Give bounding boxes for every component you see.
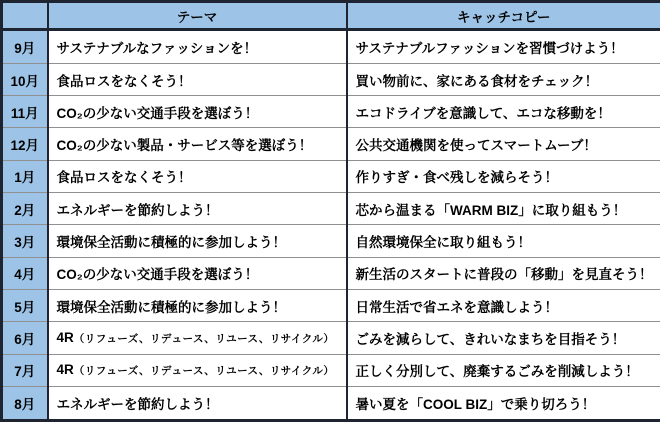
month-cell: 1月: [2, 160, 48, 192]
theme-text: サステナブルなファッションを！: [56, 40, 258, 56]
theme-text: 環境保全活動に積極的に参加しよう！: [56, 235, 286, 251]
month-cell: 10月: [2, 63, 48, 95]
copy-cell: エコドライブを意識して、エコな移動を！: [347, 96, 660, 128]
theme-cell: [48, 322, 347, 354]
month-cell: 9月: [2, 30, 48, 64]
table-row: [2, 354, 660, 386]
theme-text: エネルギーを節約しよう！: [56, 396, 219, 412]
copy-cell: 作りすぎ・食べ残しを減らそう！: [347, 160, 660, 192]
table-row: [2, 96, 660, 128]
month-cell: 4月: [2, 257, 48, 289]
theme-note-text: （リフューズ、リデュース、リユース、リサイクル）: [73, 365, 335, 378]
copy-cell: ごみを減らして、きれいなまちを目指そう！: [347, 322, 660, 354]
theme-cell: [48, 257, 347, 289]
theme-text: 4R: [56, 330, 74, 346]
theme-cell: [48, 290, 347, 322]
copy-cell: 自然環境保全に取り組もう！: [347, 225, 660, 257]
theme-text: エネルギーを節約しよう！: [56, 202, 219, 218]
table-header: [2, 2, 660, 30]
theme-cell: [48, 63, 347, 95]
table-body: [2, 30, 660, 421]
month-cell: 7月: [2, 354, 48, 386]
header-month-cell: [2, 2, 48, 30]
theme-note-text: （リフューズ、リデュース、リユース、リサイクル）: [73, 333, 335, 346]
table-row: [2, 30, 660, 64]
copy-cell: 日常生活で省エネを意識しよう！: [347, 290, 660, 322]
table-row: [2, 290, 660, 322]
table-row: [2, 322, 660, 354]
theme-cell: [48, 354, 347, 386]
copy-cell: 公共交通機関を使ってスマートムーブ！: [347, 128, 660, 160]
table-row: [2, 160, 660, 192]
table-row: [2, 193, 660, 225]
month-cell: 8月: [2, 386, 48, 420]
theme-cell: [48, 128, 347, 160]
theme-text: CO₂の少ない交通手段を選ぼう！: [56, 267, 259, 283]
header-copy-cell: キャッチコピー: [347, 2, 660, 30]
copy-cell: 買い物前に、家にある食材をチェック！: [347, 63, 660, 95]
theme-cell: [48, 30, 347, 64]
table-row: [2, 257, 660, 289]
theme-text: CO₂の少ない交通手段を選ぼう！: [56, 105, 259, 121]
theme-text: 食品ロスをなくそう！: [56, 73, 192, 89]
month-cell: 2月: [2, 193, 48, 225]
theme-cell: [48, 386, 347, 420]
table-row: [2, 386, 660, 420]
header-theme-cell: テーマ: [48, 2, 347, 30]
month-cell: 5月: [2, 290, 48, 322]
table-row: [2, 63, 660, 95]
theme-cell: [48, 96, 347, 128]
copy-cell: 正しく分別して、廃棄するごみを削減しよう！: [347, 354, 660, 386]
theme-text: 4R: [56, 362, 74, 378]
month-cell: 6月: [2, 322, 48, 354]
month-cell: 11月: [2, 96, 48, 128]
theme-cell: [48, 225, 347, 257]
theme-text: CO₂の少ない製品・サービス等を選ぼう！: [56, 138, 313, 154]
table-row: [2, 225, 660, 257]
theme-cell: [48, 193, 347, 225]
copy-cell: 暑い夏を「COOL BIZ」で乗り切ろう！: [347, 386, 660, 420]
copy-cell: 芯から温まる「WARM BIZ」に取り組もう！: [347, 193, 660, 225]
theme-text: 環境保全活動に積極的に参加しよう！: [56, 299, 286, 315]
theme-cell: [48, 160, 347, 192]
month-cell: 12月: [2, 128, 48, 160]
theme-text: 食品ロスをなくそう！: [56, 170, 192, 186]
month-cell: 3月: [2, 225, 48, 257]
table-row: [2, 128, 660, 160]
copy-cell: 新生活のスタートに普段の「移動」を見直そう！: [347, 257, 660, 289]
header-row: [2, 2, 660, 30]
copy-cell: サステナブルファッションを習慣づけよう！: [347, 30, 660, 64]
